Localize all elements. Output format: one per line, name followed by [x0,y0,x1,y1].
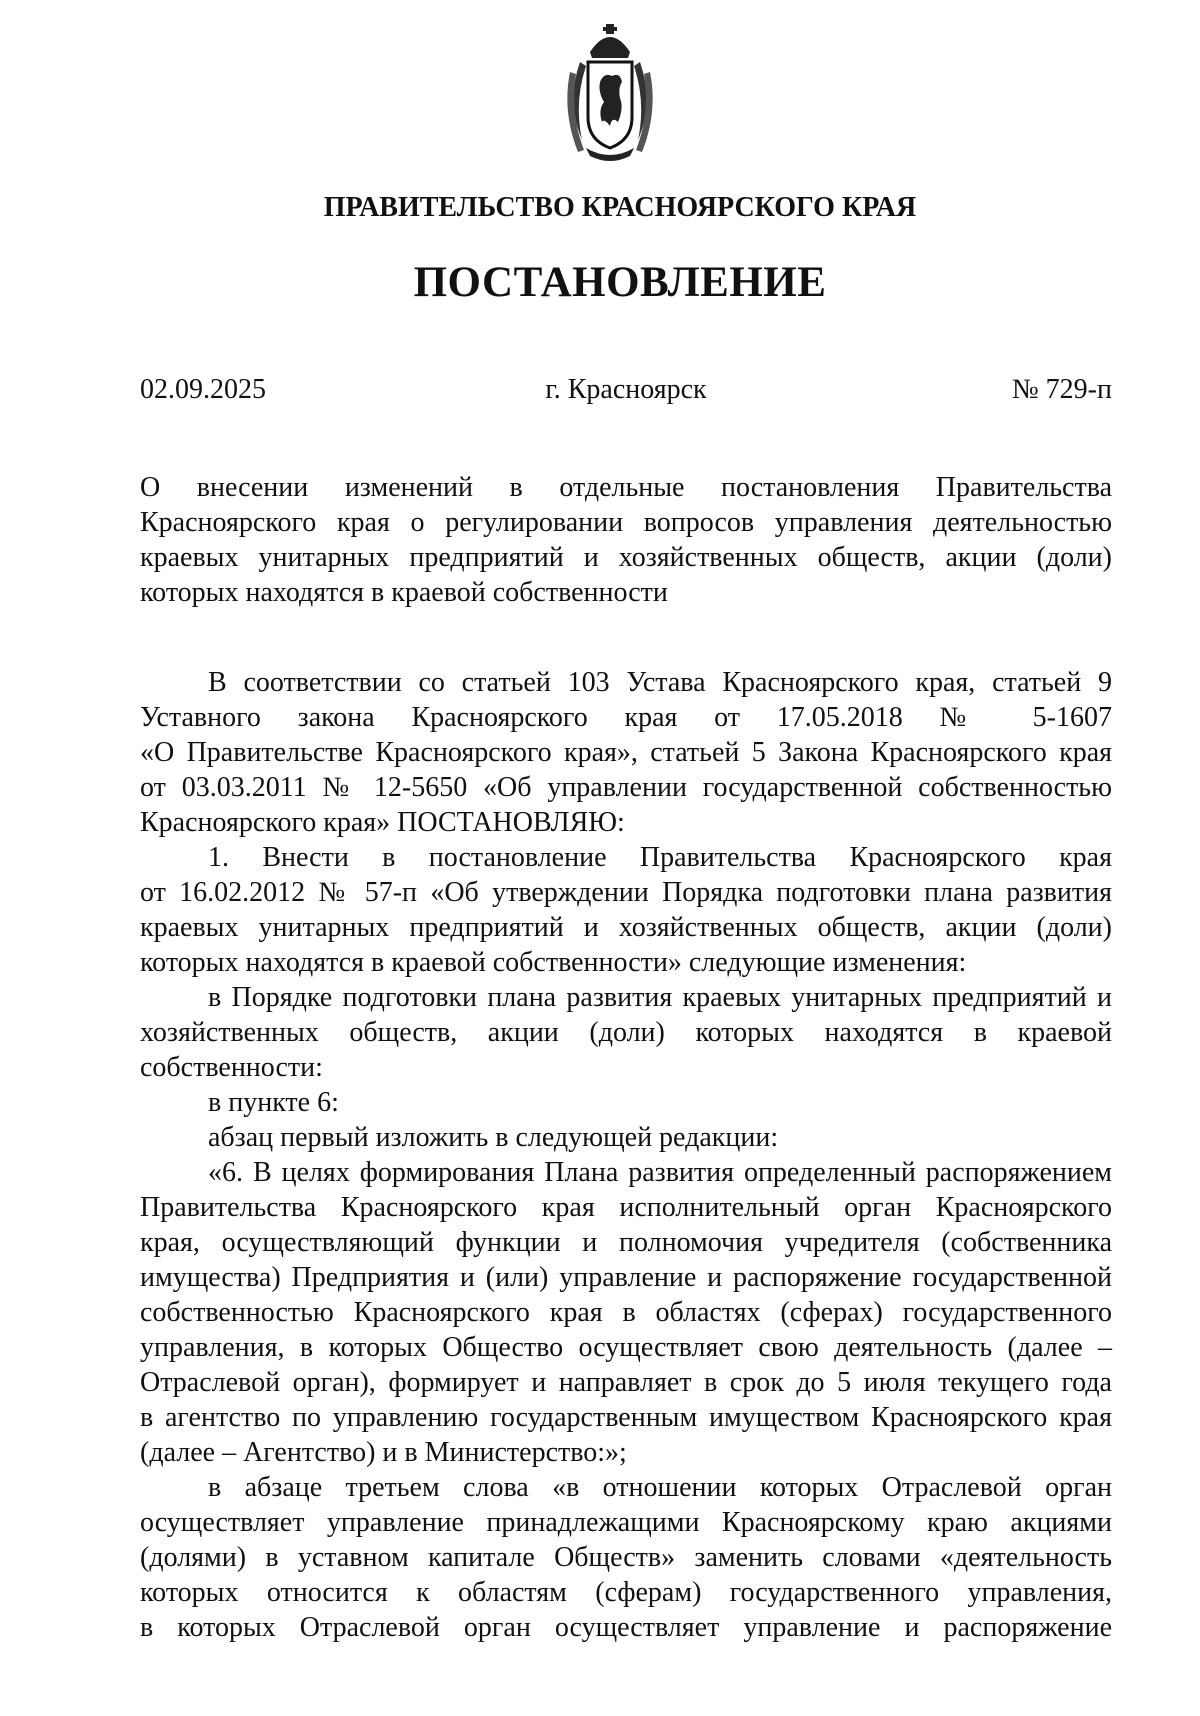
body-line: «О Правительстве Красноярского края», статьей 5 Закона Красноярского края [140,737,1112,768]
coat-of-arms-icon [560,22,660,162]
body-line: Красноярского края» ПОСТАНОВЛЯЮ: [140,807,625,838]
body-line: Отраслевой орган), формирует и направляет в срок до 5 июля текущего года [140,1367,1112,1398]
body-line: которых находятся в краевой собственности» следующие изменения: [140,947,967,978]
body-line: в абзаце третьем слова «в отношении которых Отраслевой орган [208,1472,1112,1503]
body-line: в агентство по управлению государственным имуществом Красноярского края [140,1402,1112,1433]
document-subject [140,470,1112,610]
body-line: от 03.03.2011 № 12-5650 «Об управлении государственной собственностью [140,772,1112,803]
body-line: имущества) Предприятия и (или) управление и распоряжение государственной [140,1262,1112,1293]
body-line: (долями) в уставном капитале Обществ» заменить словами «деятельность [140,1542,1112,1573]
body-line: собственности: [140,1052,323,1083]
body-line: от 16.02.2012 № 57-п «Об утверждении Порядка подготовки плана развития [140,877,1112,908]
body-line: в которых Отраслевой орган осуществляет управление и распоряжение [140,1612,1112,1643]
subject-line: краевых унитарных предприятий и хозяйственных обществ, акции (доли) [140,542,1112,573]
body-line: В соответствии со статьей 103 Устава Красноярского края, статьей 9 [208,667,1112,698]
body-line: которых относится к областям (сферам) государственного управления, [140,1577,1112,1608]
body-line: абзац первый изложить в следующей редакции: [208,1122,779,1153]
body-line: 1. Внести в постановление Правительства Красноярского края [208,842,1112,873]
body-line: «6. В целях формирования Плана развития определенный распоряжением [208,1157,1112,1188]
body-line: в Порядке подготовки плана развития краевых унитарных предприятий и [208,982,1112,1013]
body-line: осуществляет управление принадлежащими Красноярскому краю акциями [140,1507,1112,1538]
document-meta-row [140,374,1112,414]
body-line: края, осуществляющий функции и полномочия учредителя (собственника [140,1227,1112,1258]
body-line: в пункте 6: [208,1087,339,1118]
document-date: 02.09.2025 [140,374,266,405]
subject-line: которых находятся в краевой собственности [140,577,668,608]
body-line: (далее – Агентство) и в Министерство:»; [140,1437,627,1468]
subject-line: О внесении изменений в отдельные постановления Правительства [140,472,1112,503]
body-line: хозяйственных обществ, акции (доли) которых находятся в краевой [140,1017,1112,1048]
government-title: ПРАВИТЕЛЬСТВО КРАСНОЯРСКОГО КРАЯ [323,192,917,223]
subject-line: Красноярского края о регулировании вопросов управления деятельностью [140,507,1112,538]
document-body [140,665,1112,1645]
body-line: управления, в которых Общество осуществляет свою деятельность (далее – [140,1332,1112,1363]
body-line: краевых унитарных предприятий и хозяйственных обществ, акции (доли) [140,912,1112,943]
document-number: № 729-п [1011,374,1112,405]
document-city: г. Красноярск [545,374,707,405]
body-line: собственностью Красноярского края в областях (сферах) государственного [140,1297,1112,1328]
body-line: Уставного закона Красноярского края от 17.05.2018 № 5-1607 [140,702,1112,733]
document-type-title: ПОСТАНОВЛЕНИЕ [413,259,827,306]
body-line: Правительства Красноярского края исполнительный орган Красноярского [140,1192,1112,1223]
